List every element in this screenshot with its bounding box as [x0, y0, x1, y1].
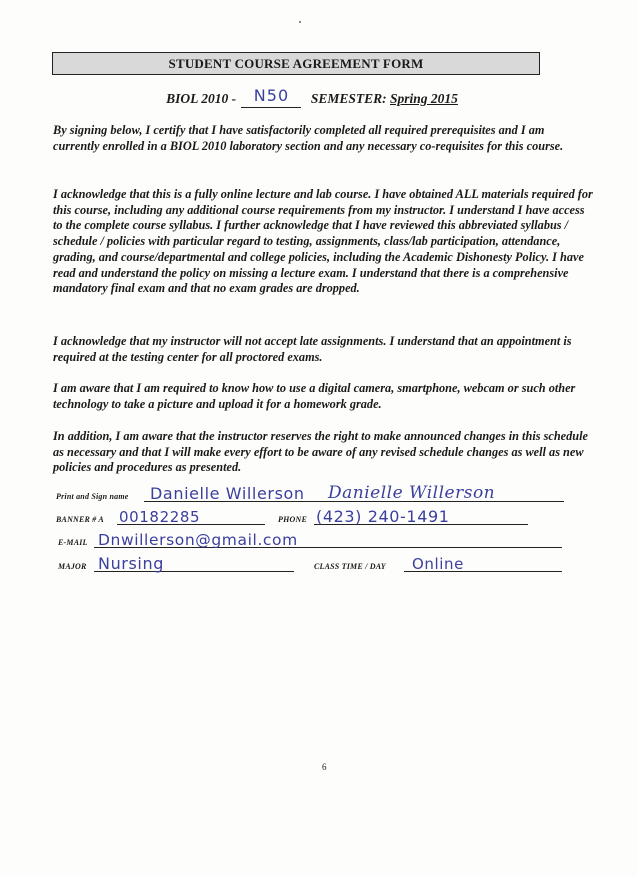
paragraph-prerequisites: By signing below, I certify that I have satisfactorily completed all required prerequisites and I am currently enrolled in a BIOL 2010 laboratory section and any necessary co-requisites for this course.: [53, 123, 564, 153]
name-label: Print and Sign name: [56, 492, 129, 501]
major-value[interactable]: Nursing: [98, 554, 164, 573]
major-classtime-row: [56, 554, 566, 574]
email-field-row: [56, 530, 566, 550]
banner-label: BANNER # A: [56, 515, 104, 524]
semester-value: Spring 2015: [390, 91, 458, 106]
classtime-value[interactable]: Online: [412, 555, 464, 573]
major-label: MAJOR: [58, 562, 87, 571]
email-value[interactable]: Dnwillerson@gmail.com: [98, 531, 298, 549]
scan-speck: [299, 21, 301, 23]
name-value[interactable]: Danielle Willerson: [150, 484, 305, 503]
paragraph-schedule-changes: In addition, I am aware that the instructor reserves the right to make announced changes in this schedule as necessary and that I will make every effort to be aware of any revised schedule changes as well as new policies and procedures as presented.: [53, 429, 588, 475]
form-title: STUDENT COURSE AGREEMENT FORM: [52, 52, 540, 75]
paragraph-technology: I am aware that I am required to know how to use a digital camera, smartphone, webcam or such other technology to take a picture and upload it for a homework grade.: [53, 381, 576, 411]
paragraph-online-course: I acknowledge that this is a fully online lecture and lab course. I have obtained ALL materials required for this course, including any additional course requirements from my instructor. I understand I have access to the complete course syllabus. I further acknowledge that I have reviewed this abbreviated syllabus / schedule / policies with particular regard to testing, assignments, class/lab participation, attendance, grading, and course/departmental and college policies, including the Academic Dishonesty Policy. I have read and understand the policy on missing a lecture exam. I understand that there is a comprehensive mandatory final exam and that no exam grades are dropped.: [53, 187, 593, 296]
course-line: [0, 88, 600, 108]
section-value: N50: [253, 86, 290, 105]
banner-phone-row: [56, 507, 536, 527]
page-number: 6: [322, 762, 327, 772]
section-field: [241, 88, 301, 108]
course-prefix: BIOL 2010 -: [166, 91, 237, 106]
paragraph-late-assignments: I acknowledge that my instructor will not accept late assignments. I understand that an appointment is required at the testing center for all proctored exams.: [53, 334, 572, 364]
signature-value[interactable]: Danielle Willerson: [328, 483, 496, 503]
phone-label: PHONE: [278, 515, 307, 524]
banner-value[interactable]: 00182285: [119, 508, 201, 526]
email-label: E-MAIL: [58, 538, 88, 547]
phone-value[interactable]: (423) 240-1491: [316, 507, 450, 526]
name-field-row: [56, 484, 566, 504]
semester-label: SEMESTER:: [310, 91, 387, 106]
classtime-label: CLASS TIME / DAY: [314, 562, 386, 571]
